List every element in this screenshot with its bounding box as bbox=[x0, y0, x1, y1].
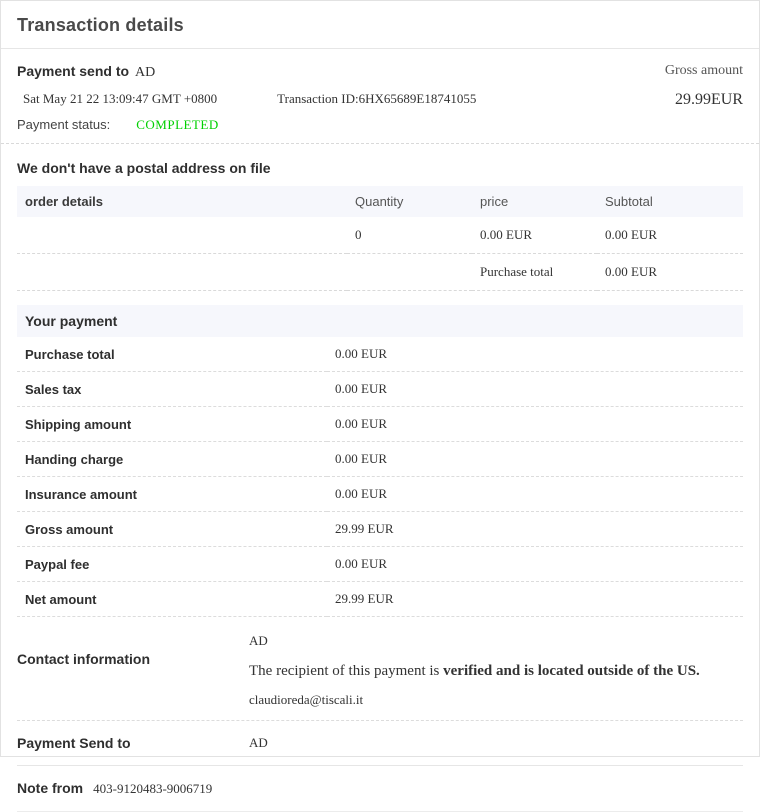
column-price: price bbox=[472, 186, 597, 217]
purchase-total-row bbox=[17, 254, 743, 291]
payment-send-to-row bbox=[17, 63, 743, 81]
note-label: Note from bbox=[17, 780, 84, 796]
transaction-id-value: 6HX65689E18741055 bbox=[358, 91, 477, 106]
table-row bbox=[17, 582, 743, 617]
purchase-total-label: Purchase total bbox=[472, 254, 597, 291]
contact-information-body bbox=[249, 629, 743, 708]
row-label: Handing charge bbox=[17, 442, 327, 477]
page-title: Transaction details bbox=[17, 15, 184, 35]
verified-bold: verified and is located outside of the US. bbox=[443, 663, 700, 679]
cell-empty-2 bbox=[347, 254, 472, 291]
table-row bbox=[17, 442, 743, 477]
transaction-date-row bbox=[17, 91, 743, 107]
note-section bbox=[17, 766, 743, 812]
contact-email[interactable]: claudioreda@tiscali.it bbox=[249, 692, 364, 707]
payment-send-to-label: Payment send to bbox=[17, 63, 130, 79]
column-quantity: Quantity bbox=[347, 186, 472, 217]
purchase-total-value: 0.00 EUR bbox=[597, 254, 743, 291]
row-label: Gross amount bbox=[17, 512, 327, 547]
payment-send-to-section-label: Payment Send to bbox=[17, 735, 131, 751]
row-value: 29.99 EUR bbox=[327, 582, 743, 617]
postal-address-note: We don't have a postal address on file bbox=[17, 160, 271, 176]
contact-verified-text bbox=[249, 663, 743, 680]
table-row bbox=[17, 217, 743, 254]
your-payment-title: Your payment bbox=[17, 305, 743, 337]
row-value: 0.00 EUR bbox=[327, 442, 743, 477]
row-value: 29.99 EUR bbox=[327, 512, 743, 547]
row-label: Paypal fee bbox=[17, 547, 327, 582]
table-row bbox=[17, 372, 743, 407]
column-subtotal: Subtotal bbox=[597, 186, 743, 217]
note-value: 403-9120483-9006719 bbox=[93, 781, 213, 796]
row-value: 0.00 EUR bbox=[327, 477, 743, 512]
row-label: Sales tax bbox=[17, 372, 327, 407]
payment-status-row bbox=[17, 117, 743, 133]
table-row bbox=[17, 547, 743, 582]
gross-amount-value: 29.99EUR bbox=[675, 91, 743, 108]
cell-quantity: 0 bbox=[347, 217, 472, 254]
row-label: Insurance amount bbox=[17, 477, 327, 512]
row-label: Purchase total bbox=[17, 337, 327, 372]
payment-summary-block bbox=[1, 49, 759, 144]
column-order-details: order details bbox=[17, 186, 347, 217]
table-row bbox=[17, 512, 743, 547]
status-badge: COMPLETED bbox=[136, 117, 219, 132]
payment-send-to-section bbox=[17, 721, 743, 766]
payment-status-label: Payment status: bbox=[17, 117, 111, 132]
order-details-table bbox=[17, 186, 743, 291]
cell-item bbox=[17, 217, 347, 254]
your-payment-table bbox=[17, 337, 743, 617]
cell-subtotal: 0.00 EUR bbox=[597, 217, 743, 254]
table-row bbox=[17, 407, 743, 442]
row-label: Net amount bbox=[17, 582, 327, 617]
contact-information-label: Contact information bbox=[17, 651, 150, 667]
order-details-header-row bbox=[17, 186, 743, 217]
contact-information-section bbox=[17, 629, 743, 721]
row-value: 0.00 EUR bbox=[327, 372, 743, 407]
gross-amount-label: Gross amount bbox=[664, 63, 743, 78]
contact-name: AD bbox=[249, 633, 268, 648]
transaction-id-label: Transaction ID: bbox=[277, 91, 359, 106]
transaction-id-group bbox=[277, 91, 476, 107]
row-value: 0.00 EUR bbox=[327, 407, 743, 442]
table-row bbox=[17, 337, 743, 372]
payment-send-to-name: AD bbox=[135, 65, 156, 80]
row-label: Shipping amount bbox=[17, 407, 327, 442]
cell-empty bbox=[17, 254, 347, 291]
row-value: 0.00 EUR bbox=[327, 337, 743, 372]
page-header bbox=[1, 1, 759, 49]
table-row bbox=[17, 477, 743, 512]
payment-send-to-section-value: AD bbox=[249, 735, 268, 750]
verified-prefix: The recipient of this payment is bbox=[249, 663, 444, 679]
row-value: 0.00 EUR bbox=[327, 547, 743, 582]
cell-price: 0.00 EUR bbox=[472, 217, 597, 254]
transaction-date: Sat May 21 22 13:09:47 GMT +0800 bbox=[23, 91, 218, 106]
